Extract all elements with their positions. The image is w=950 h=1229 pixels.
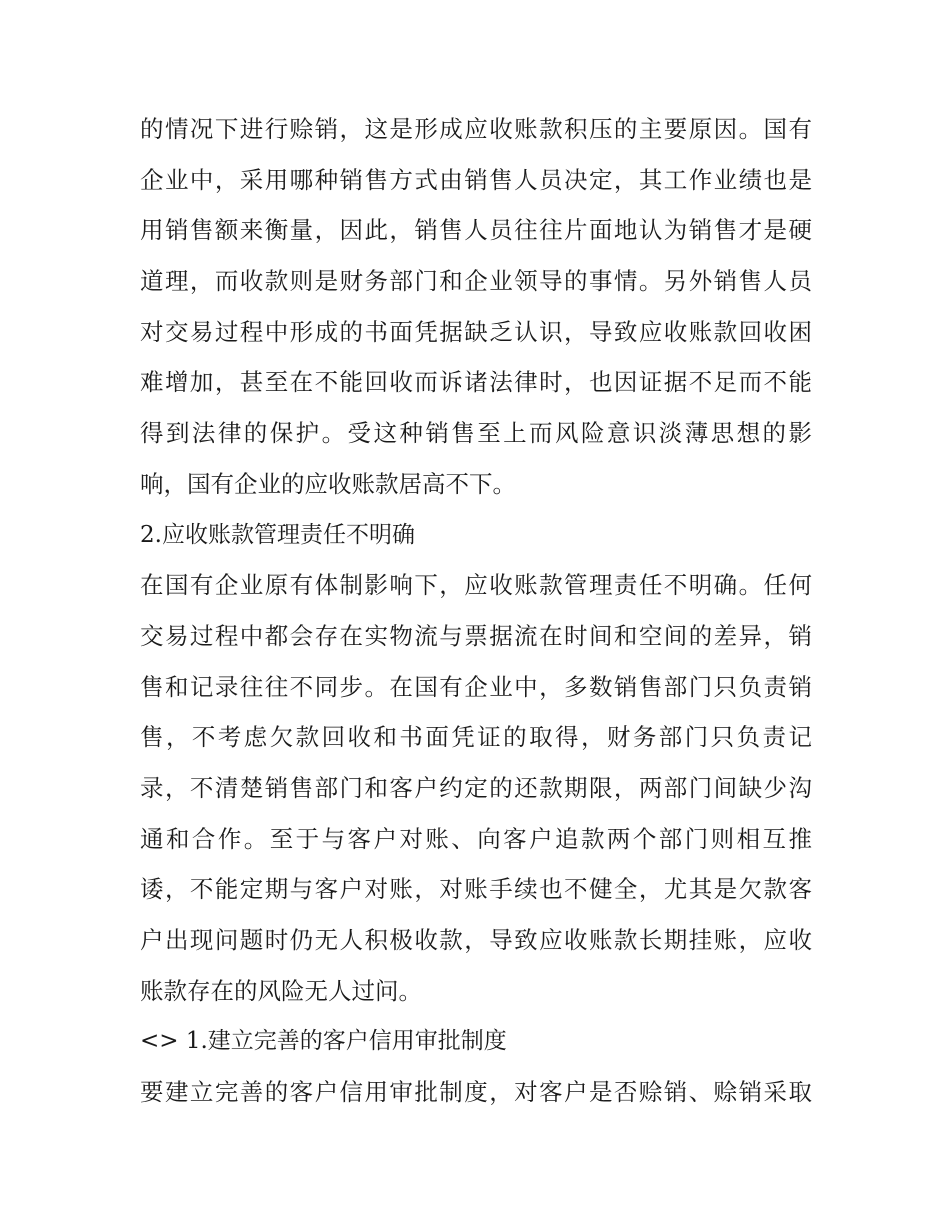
paragraph-line: 售，不考虑欠款回收和书面凭证的取得，财务部门只负责记 (140, 723, 812, 752)
paragraph-line: 难增加，甚至在不能回收而诉诸法律时，也因证据不足而不能 (140, 368, 812, 397)
paragraph-line: 通和合作。至于与客户对账、向客户追款两个部门则相互推 (140, 824, 812, 853)
section-heading: <> 1.建立完善的客户信用审批制度 (140, 1028, 507, 1055)
paragraph-line: 售和记录往往不同步。在国有企业中，多数销售部门只负责销 (140, 672, 812, 701)
paragraph-line: 道理，而收款则是财务部门和企业领导的事情。另外销售人员 (140, 267, 812, 296)
paragraph-line: 录，不清楚销售部门和客户约定的还款期限，两部门间缺少沟 (140, 773, 812, 802)
document-body (140, 104, 812, 1118)
paragraph-line: 交易过程中都会存在实物流与票据流在时间和空间的差异，销 (140, 621, 812, 650)
section-heading: 2.应收账款管理责任不明确 (140, 521, 415, 548)
paragraph-line: 用销售额来衡量，因此，销售人员往往片面地认为销售才是硬 (140, 216, 812, 245)
paragraph-line: 的情况下进行赊销，这是形成应收账款积压的主要原因。国有 (140, 115, 812, 143)
paragraph-line: 账款存在的风险无人过问。 (140, 976, 422, 1005)
paragraph-line: 得到法律的保护。受这种销售至上而风险意识淡薄思想的影 (140, 419, 812, 448)
paragraph-line: 诿，不能定期与客户对账，对账手续也不健全，尤其是欠款客 (140, 875, 812, 904)
paragraph-line: 响，国有企业的应收账款居高不下。 (140, 469, 516, 498)
paragraph-line: 企业中，采用哪种销售方式由销售人员决定，其工作业绩也是 (140, 165, 812, 194)
paragraph-line: 要建立完善的客户信用审批制度，对客户是否赊销、赊销采取 (140, 1078, 812, 1107)
paragraph-line: 户出现问题时仍无人积极收款，导致应收账款长期挂账，应收 (140, 926, 812, 954)
paragraph-line: 对交易过程中形成的书面凭据缺乏认识，导致应收账款回收困 (140, 317, 812, 346)
paragraph-line: 在国有企业原有体制影响下，应收账款管理责任不明确。任何 (140, 571, 812, 600)
